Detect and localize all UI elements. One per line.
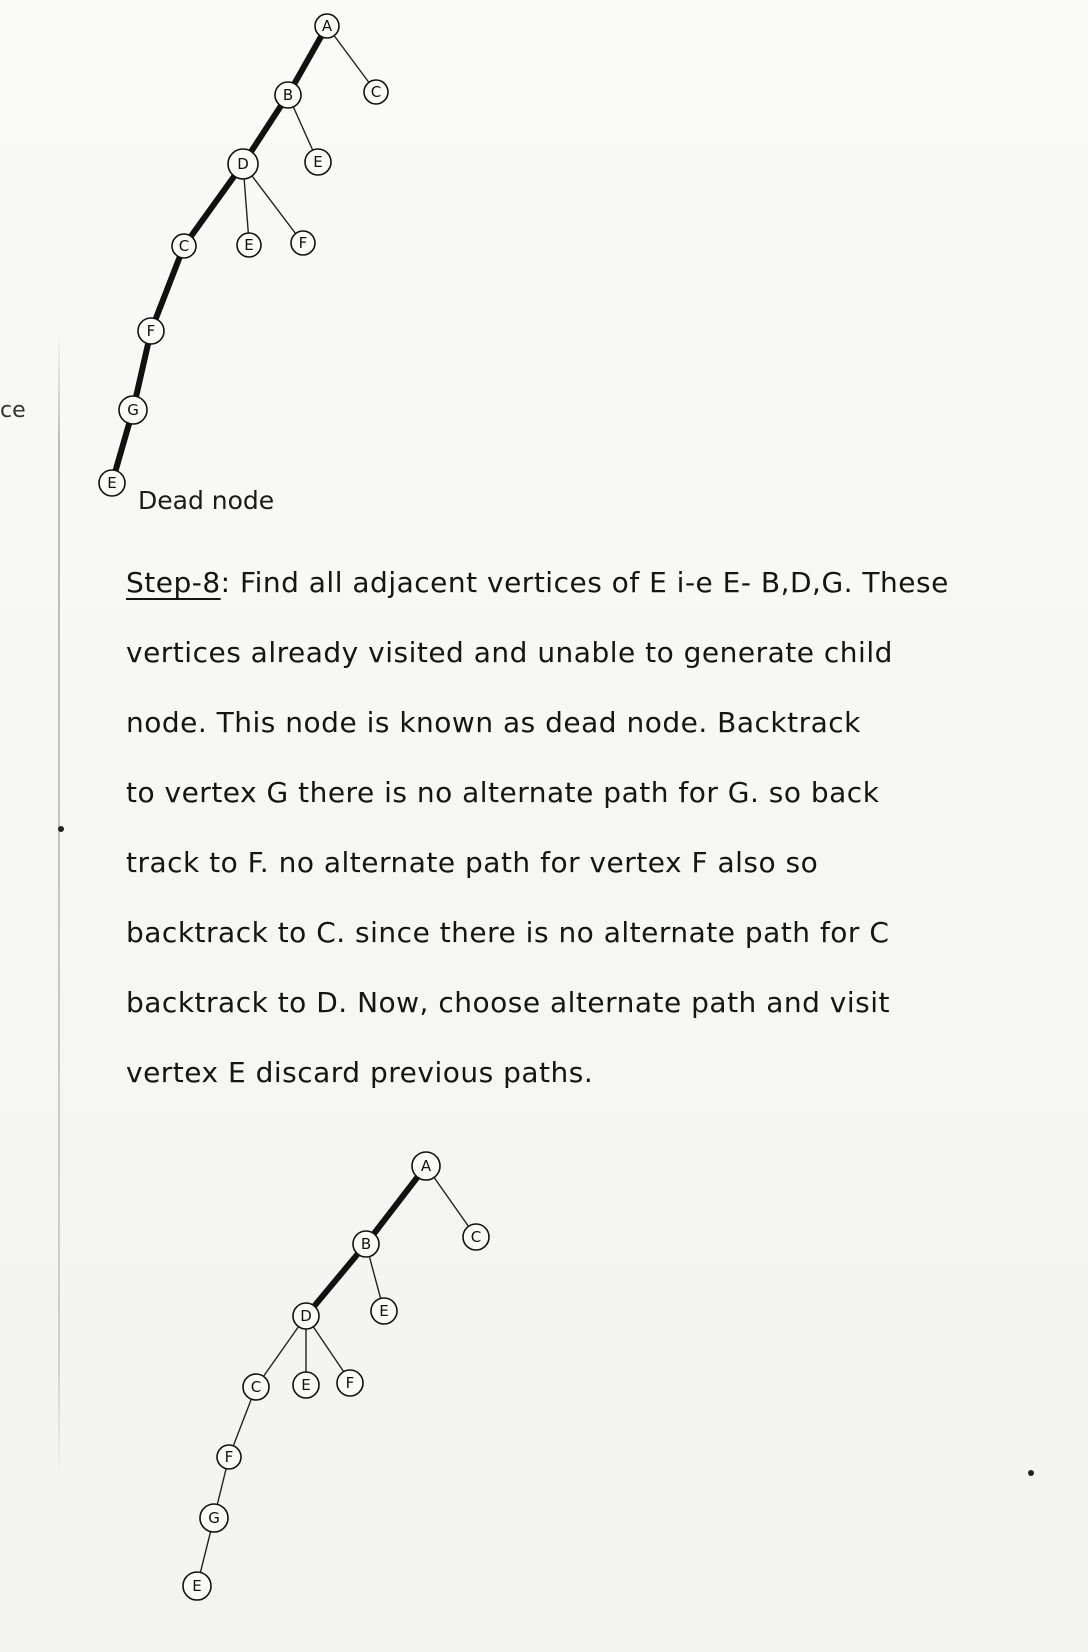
node-c xyxy=(172,234,196,258)
margin-fragment: ce xyxy=(0,398,26,423)
tree-diagram-top xyxy=(0,0,1088,520)
node-e-dead xyxy=(99,470,125,496)
node-e xyxy=(293,1372,319,1398)
text-line: backtrack to D. Now, choose alternate path and visit xyxy=(126,986,890,1019)
svg-text:C: C xyxy=(370,83,382,101)
svg-text:G: G xyxy=(208,1509,220,1527)
edge-b-d xyxy=(306,1244,366,1316)
svg-text:E: E xyxy=(379,1302,389,1320)
node-e xyxy=(371,1298,397,1324)
text-line xyxy=(126,548,1066,618)
svg-text:C: C xyxy=(250,1378,262,1396)
node-g xyxy=(119,396,147,424)
node-b xyxy=(353,1231,379,1257)
node-a xyxy=(412,1152,440,1180)
text-line: track to F. no alternate path for vertex F also so xyxy=(126,846,819,879)
step-heading: Step-8 xyxy=(126,566,221,599)
node-f xyxy=(217,1445,241,1469)
text-line: vertices already visited and unable to generate child xyxy=(126,636,893,669)
svg-text:G: G xyxy=(127,401,139,419)
svg-text:B: B xyxy=(360,1235,372,1253)
tree-diagram-bottom xyxy=(0,1150,1088,1600)
node-a xyxy=(315,14,339,38)
text-line: node. This node is known as dead node. Backtrack xyxy=(126,706,861,739)
svg-text:F: F xyxy=(224,1448,234,1466)
node-e xyxy=(305,149,331,175)
node-f xyxy=(138,318,164,344)
svg-text:F: F xyxy=(146,322,156,340)
node-c xyxy=(243,1374,269,1400)
node-b xyxy=(275,82,301,108)
svg-text:E: E xyxy=(244,236,254,254)
text-line-content: : Find all adjacent vertices of E i-e E- B,D,G. These xyxy=(220,566,949,599)
node-c xyxy=(364,80,388,104)
dead-node-label: Dead node xyxy=(138,486,275,515)
svg-text:E: E xyxy=(107,474,117,492)
svg-text:C: C xyxy=(470,1228,482,1246)
node-g xyxy=(200,1504,228,1532)
svg-text:F: F xyxy=(298,234,308,252)
node-f xyxy=(291,231,315,255)
text-line: vertex E discard previous paths. xyxy=(126,1056,594,1089)
svg-text:A: A xyxy=(321,17,333,35)
stray-dot xyxy=(58,826,64,832)
svg-text:D: D xyxy=(237,155,249,173)
node-d xyxy=(228,149,258,179)
svg-text:A: A xyxy=(420,1157,432,1175)
node-e xyxy=(183,1572,211,1600)
svg-text:E: E xyxy=(301,1376,311,1394)
node-c xyxy=(463,1224,489,1250)
svg-text:F: F xyxy=(345,1374,355,1392)
svg-text:B: B xyxy=(282,86,294,104)
svg-text:E: E xyxy=(313,153,323,171)
node-d xyxy=(293,1303,319,1329)
svg-text:D: D xyxy=(300,1307,312,1325)
stray-dot xyxy=(1028,1470,1034,1476)
node-f xyxy=(337,1370,363,1396)
text-line: to vertex G there is no alternate path for G. so back xyxy=(126,776,880,809)
node-e xyxy=(237,233,261,257)
svg-text:C: C xyxy=(178,237,190,255)
step-8-paragraph xyxy=(126,548,1066,1108)
text-line: backtrack to C. since there is no alternate path for C xyxy=(126,916,890,949)
svg-text:E: E xyxy=(192,1577,202,1595)
